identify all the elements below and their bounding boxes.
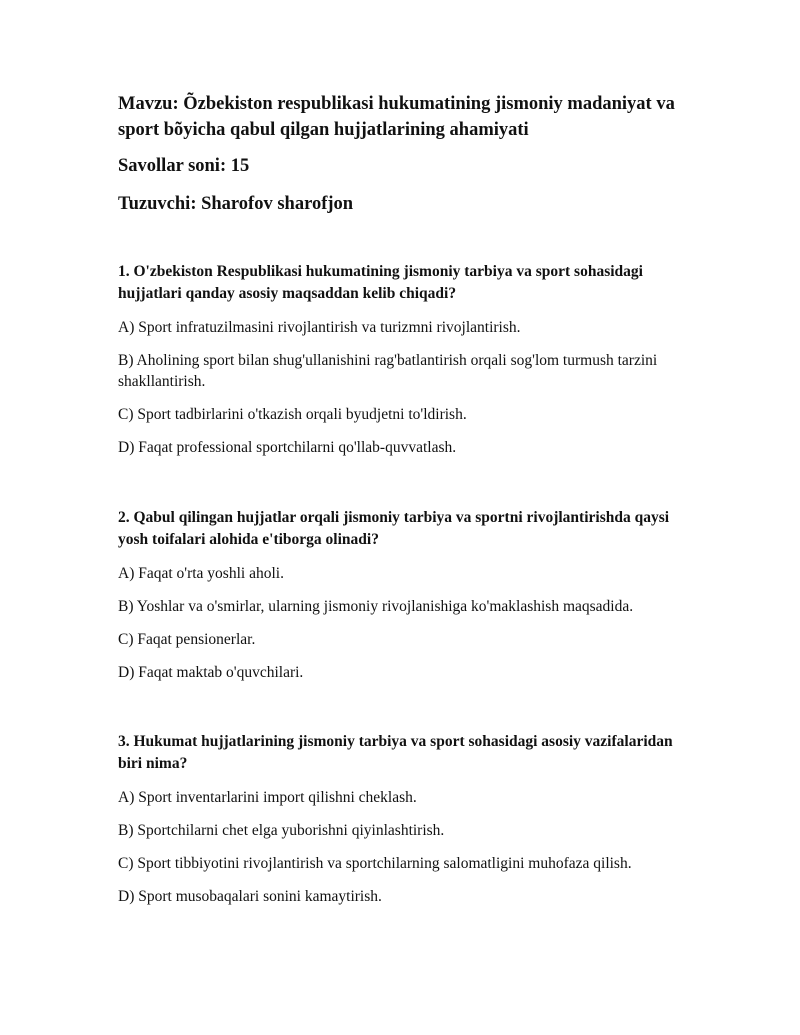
answer-option-a: A) Sport infratuzilmasini rivojlantirish va turizmni rivojlantirish. [118, 319, 521, 336]
question-count: Savollar soni: 15 [118, 156, 250, 176]
question-block [118, 731, 698, 907]
answer-option-b: B) Sportchilarni chet elga yuborishni qiyinlashtirish. [118, 822, 445, 839]
answer-options [118, 563, 698, 683]
document-title: Mavzu: Õzbekiston respublikasi hukumatining jismoniy madaniyat va sport bõyicha qabul qilgan hujjatlarining ahamiyati [118, 94, 675, 140]
answer-options [118, 317, 698, 458]
answer-option-b: B) Yoshlar va o'smirlar, ularning jismoniy rivojlanishiga ko'maklashish maqsadida. [118, 598, 634, 615]
answer-option-b: B) Aholining sport bilan shug'ullanishini rag'batlantirish orqali sog'lom turmush tarzini shakllantirish. [118, 352, 658, 390]
question-text: 3. Hukumat hujjatlarining jismoniy tarbiya va sport sohasidagi asosiy vazifalaridan biri nima? [118, 733, 673, 772]
answer-option-d: D) Sport musobaqalari sonini kamaytirish. [118, 888, 382, 905]
answer-option-a: A) Faqat o'rta yoshli aholi. [118, 565, 284, 582]
question-block [118, 507, 698, 683]
answer-option-c: C) Sport tadbirlarini o'tkazish orqali byudjetni to'ldirish. [118, 406, 467, 423]
question-text: 1. O'zbekiston Respublikasi hukumatining jismoniy tarbiya va sport sohasidagi hujjatlari qanday asosiy maqsaddan kelib chiqadi? [118, 263, 643, 302]
answer-option-d: D) Faqat professional sportchilarni qo'llab-quvvatlash. [118, 439, 457, 456]
answer-option-c: C) Sport tibbiyotini rivojlantirish va sportchilarning salomatligini muhofaza qilish. [118, 855, 632, 872]
answer-option-c: C) Faqat pensionerlar. [118, 631, 256, 648]
author-line: Tuzuvchi: Sharofov sharofjon [118, 194, 354, 214]
answer-option-d: D) Faqat maktab o'quvchilari. [118, 664, 304, 681]
question-block [118, 261, 698, 458]
question-text: 2. Qabul qilingan hujjatlar orqali jismoniy tarbiya va sportni rivojlantirishda qaysi yosh toifalari alohida e'tiborga olinadi? [118, 509, 670, 548]
answer-options [118, 787, 698, 907]
answer-option-a: A) Sport inventarlarini import qilishni cheklash. [118, 789, 417, 806]
